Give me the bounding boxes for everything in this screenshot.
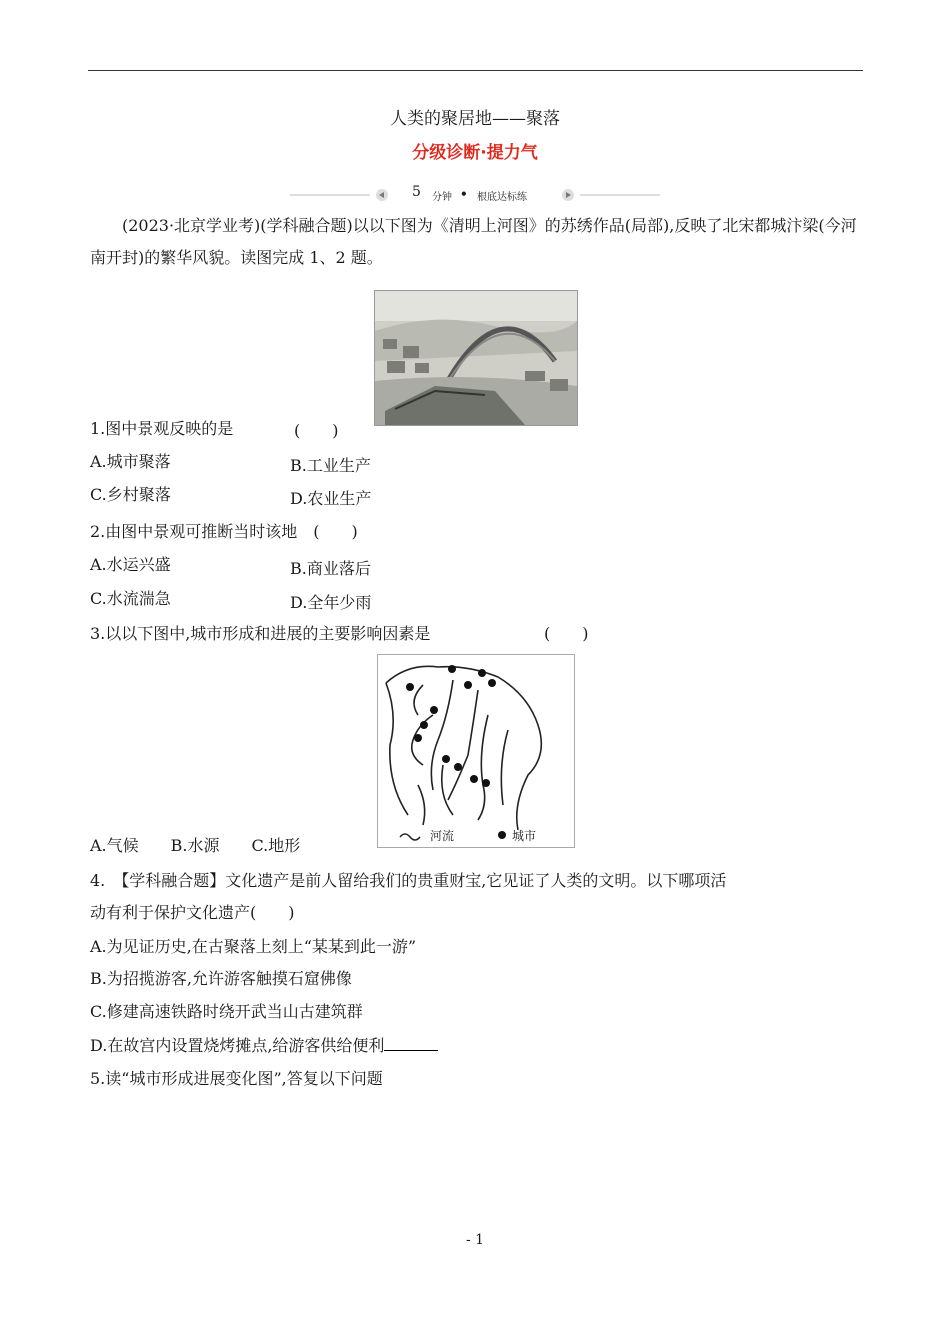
section-subtitle: 分级诊断·提力气 [412,143,538,163]
q1-stem: 1.图中景观反映的是 [90,419,234,438]
page-number: - 1 [465,1232,485,1248]
q4-option-d: D.在故宫内设置烧烤摊点,给游客供给便利 [90,1036,385,1055]
q4-option-a: A.为见证历史,在古聚落上刻上“某某到此一游” [90,937,417,956]
q2-option-d: D.全年少雨 [290,593,372,612]
q1-option-d: D.农业生产 [290,489,372,508]
q4-stem-line2: 动有利于保护文化遗产( ) [90,903,295,922]
q2-stem: 2.由图中景观可推断当时该地 ( ) [90,522,358,541]
q3-options: A.气候 B.水源 C.地形 [90,836,301,855]
q2-option-c: C.水流湍急 [90,589,171,608]
q3-answer-paren: ( ) [544,624,589,643]
separator-dot: • [460,187,468,201]
q2-option-a: A.水运兴盛 [90,555,171,574]
q1-option-a: A.城市聚落 [90,452,171,471]
q1-option-b: B.工业生产 [290,456,371,475]
arrow-right-icon [562,189,574,201]
time-minutes: 5 [412,184,421,200]
answer-blank[interactable] [384,1036,438,1051]
q1-option-c: C.乡村聚落 [90,485,171,504]
q3-stem: 3.以以下图中,城市形成和进展的主要影响因素是 [90,624,431,643]
header-rule [88,70,863,71]
legend-river-label: 河流 [430,829,455,843]
q4-option-d-row [90,1033,438,1056]
q2-option-b: B.商业落后 [290,559,371,578]
river-city-map [377,654,575,848]
time-unit: 分钟 [432,192,452,203]
legend-city-label: 城市 [512,829,537,843]
divider [290,194,370,196]
intro-paragraph: (2023·北京学业考)(学科融合题)以以下图为《清明上河图》的苏绣作品(局部),反映了北宋都城汴梁(今河南开封)的繁华风貌。读图完成 1、2 题。 [90,216,857,267]
time-banner [290,186,660,204]
q4-option-c: C.修建高速铁路时绕开武当山古建筑群 [90,1002,363,1021]
qingming-embroidery-image [374,290,578,426]
arrow-left-icon [376,189,388,201]
page-title: 人类的聚居地——聚落 [390,109,560,129]
q5-stem: 5.读“城市形成进展变化图”,答复以下问题 [90,1069,383,1088]
q4-stem-line1: 4. 【学科融合题】文化遗产是前人留给我们的贵重财宝,它见证了人类的文明。以下哪项活 [90,871,727,890]
divider [580,194,660,196]
q4-option-b: B.为招揽游客,允许游客触摸石窟佛像 [90,969,352,988]
q1-answer-paren: ( ) [294,421,339,440]
time-label: 根底达标练 [477,192,527,203]
